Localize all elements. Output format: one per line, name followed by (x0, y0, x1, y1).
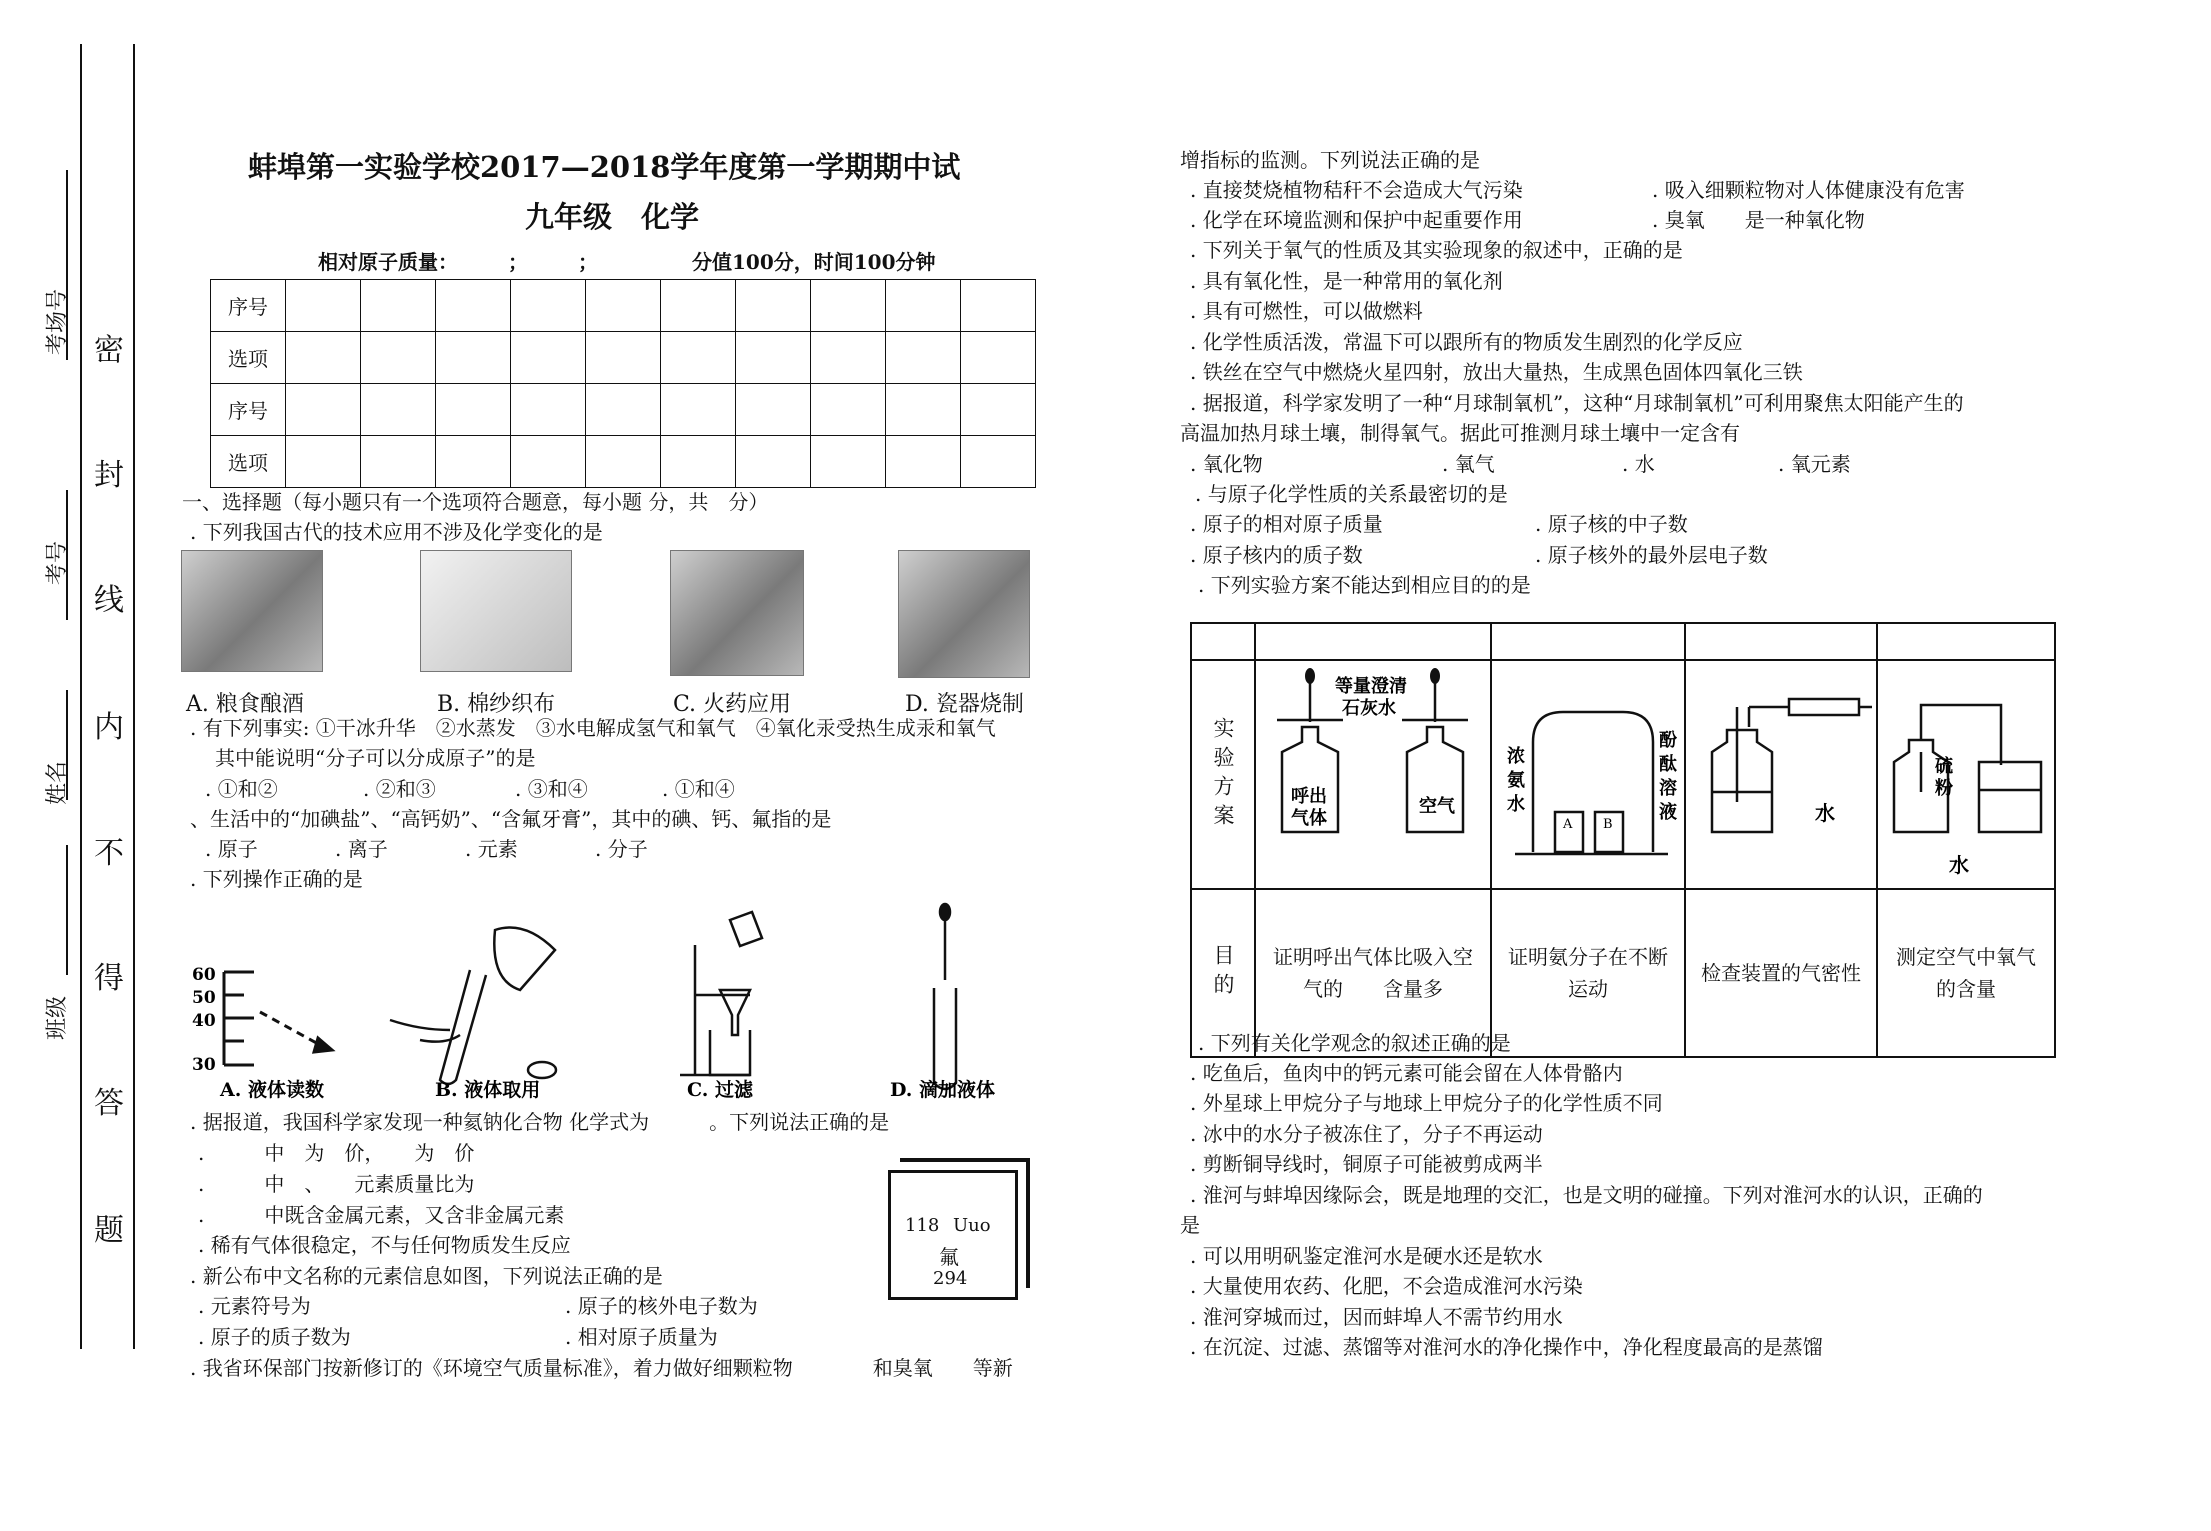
q2-option-a: . ①和② (205, 777, 278, 801)
exp-c-label: 水 (1815, 801, 1835, 825)
exp-a-label: 气体 (1291, 808, 1327, 829)
seal-char: 得 (94, 961, 124, 996)
exam-subtitle: 九年级 化学 (525, 200, 700, 234)
seal-char: 题 (94, 1213, 124, 1248)
brewing-image (181, 550, 323, 672)
exp-scheme-a (1255, 660, 1491, 889)
answer-table-label: 序号 (211, 384, 286, 436)
question-8: . 下列关于氧气的性质及其实验现象的叙述中，正确的是 (1190, 238, 1683, 262)
q5-option-d: . 稀有气体很稳定，不与任何物质发生反应 (198, 1233, 571, 1257)
exp-a-label: 石灰水 (1342, 698, 1396, 719)
airtightness-figure (1687, 662, 1875, 882)
q4-option-d: D. 滴加液体 (890, 1079, 996, 1100)
q12-option-d: . 剪断铜导线时，铜原子可能被剪成两半 (1190, 1152, 1543, 1176)
purpose-a: 证明呼出气体比吸入空气的 含量多 (1255, 889, 1491, 1057)
q7-option-b: . 吸入细颗粒物对人体健康没有危害 (1652, 178, 1965, 202)
q9-option-a: . 氧化物 (1190, 452, 1263, 476)
experiment-table (1190, 622, 2056, 1058)
weaving-image (420, 550, 572, 672)
exp-d-label: 硫 (1935, 756, 1953, 777)
q3-option-b: . 离子 (335, 837, 388, 861)
question-2-cont: 其中能说明“分子可以分成原子”的是 (215, 746, 536, 770)
q1-option-a: A. 粮食酿酒 (186, 692, 304, 717)
oxygen-content-figure (1879, 662, 2053, 882)
exp-d-label: 水 (1949, 853, 1969, 877)
class-label: 班级 (45, 995, 70, 1040)
q6-option-d: . 相对原子质量为 (565, 1325, 718, 1349)
q7-option-d: . 臭氧 是一种氧化物 (1652, 208, 1865, 232)
cylinder-tick: 50 (192, 988, 216, 1008)
purpose-row-label: 目的 (1191, 889, 1255, 1057)
q2-option-d: . ①和④ (662, 777, 735, 801)
exp-b-char: 浓 (1507, 746, 1525, 767)
q10-option-a: . 原子的相对原子质量 (1190, 512, 1383, 536)
exp-b-char: 酞 (1659, 754, 1677, 775)
q8-option-d: . 铁丝在空气中燃烧火星四射，放出大量热，生成黑色固体四氧化三铁 (1190, 360, 1803, 384)
breath-test-figure (1257, 662, 1489, 882)
q2-option-c: . ③和④ (515, 777, 588, 801)
q6-option-a: . 元素符号为 (198, 1294, 311, 1318)
exp-a-label: 空气 (1419, 796, 1455, 817)
margin-line-right (133, 44, 135, 1349)
question-6: . 新公布中文名称的元素信息如图，下列说法正确的是 (190, 1264, 663, 1288)
q13-option-b: . 大量使用农药、化肥，不会造成淮河水污染 (1190, 1274, 1583, 1298)
margin-line-left (80, 44, 82, 1349)
q8-option-a: . 具有氧化性，是一种常用的氧化剂 (1190, 269, 1503, 293)
q9-option-d: . 氧元素 (1778, 452, 1851, 476)
q10-option-d: . 原子核外的最外层电子数 (1535, 543, 1768, 567)
q1-option-c: C. 火药应用 (673, 692, 792, 717)
q5-option-b: . 中 、 元素质量比为 (198, 1172, 475, 1196)
q4-option-c: C. 过滤 (687, 1079, 754, 1100)
question-4: . 下列操作正确的是 (190, 867, 363, 891)
exp-b-char: 溶 (1659, 778, 1677, 799)
section-heading: 一、选择题（每小题只有一个选项符合题意，每小题 分，共 分） (182, 490, 769, 514)
seal-char: 密 (94, 333, 124, 368)
question-3: 、生活中的“加碘盐”、“高钙奶”、“含氟牙膏”，其中的碘、钙、氟指的是 (190, 807, 832, 831)
exp-b-char: 水 (1507, 794, 1525, 815)
score-time-info: 分值100分，时间100分钟 (692, 250, 936, 274)
q4-option-b: B. 液体取用 (435, 1079, 541, 1100)
q13-option-d: . 在沉淀、过滤、蒸馏等对淮河水的净化操作中，净化程度最高的是蒸馏 (1190, 1335, 1823, 1359)
q12-option-c: . 冰中的水分子被冻住了，分子不再运动 (1190, 1122, 1543, 1146)
seal-char: 不 (94, 836, 124, 871)
question-7-cont: 增指标的监测。下列说法正确的是 (1180, 148, 1480, 172)
atomic-mass-info: 相对原子质量： ； ； (318, 250, 598, 274)
cylinder-tick: 30 (192, 1055, 216, 1075)
exam-number-label: 考号 (45, 540, 70, 585)
q10-option-b: . 原子核的中子数 (1535, 512, 1688, 536)
porcelain-image (898, 550, 1030, 678)
ammonia-test-figure (1493, 662, 1683, 882)
question-12: . 下列有关化学观念的叙述正确的是 (1198, 1031, 1511, 1055)
purpose-c: 检查装置的气密性 (1685, 889, 1877, 1057)
exp-scheme-b (1491, 660, 1685, 889)
answer-table-label: 选项 (211, 436, 286, 488)
element-mass: 294 (933, 1268, 968, 1289)
exp-a-label: 等量澄清 (1335, 676, 1407, 697)
answer-table-label: 选项 (211, 332, 286, 384)
question-2: . 有下列事实: ①干冰升华 ②水蒸发 ③水电解成氢气和氧气 ④氧化汞受热生成汞和氧气 (190, 716, 996, 740)
question-10: . 与原子化学性质的关系最密切的是 (1195, 482, 1508, 506)
q4-option-a: A. 液体读数 (220, 1079, 324, 1100)
exp-row-label: 实验方案 (1191, 660, 1255, 889)
purpose-b: 证明氨分子在不断运动 (1491, 889, 1685, 1057)
element-name: 氟 (939, 1245, 959, 1269)
name-label: 姓名 (45, 760, 70, 805)
q6-option-b: . 原子的核外电子数为 (565, 1294, 758, 1318)
seal-char: 内 (94, 710, 124, 745)
question-7: . 我省环保部门按新修订的《环境空气质量标准》，着力做好细颗粒物 和臭氧 等新 (190, 1356, 1013, 1380)
element-atomic-number: 118 (905, 1215, 940, 1236)
q8-option-c: . 化学性质活泼，常温下可以跟所有的物质发生剧烈的化学反应 (1190, 330, 1743, 354)
question-9: . 据报道，科学家发明了一种“月球制氧机”，这种“月球制氧机”可利用聚焦太阳能产生的 (1190, 391, 1964, 415)
lab-operations-figure (190, 900, 1030, 1100)
answer-table (210, 279, 1036, 488)
q5-option-c: . 中既含金属元素，又含非金属元素 (198, 1203, 565, 1227)
q2-option-b: . ②和③ (363, 777, 436, 801)
exp-d-label: 粉 (1935, 778, 1953, 799)
q7-option-c: . 化学在环境监测和保护中起重要作用 (1190, 208, 1523, 232)
q3-option-a: . 原子 (205, 837, 258, 861)
exp-b-char: 液 (1659, 802, 1677, 823)
seal-char: 线 (94, 583, 124, 618)
question-11: . 下列实验方案不能达到相应目的的是 (1198, 573, 1531, 597)
beaker-a-label: A (1563, 817, 1573, 832)
gunpowder-image (670, 550, 804, 676)
q6-option-c: . 原子的质子数为 (198, 1325, 351, 1349)
seal-char: 封 (94, 458, 124, 493)
q5-option-a: . 中 为 价， 为 价 (198, 1141, 475, 1165)
purpose-d: 测定空气中氧气的含量 (1877, 889, 2055, 1057)
q12-option-b: . 外星球上甲烷分子与地球上甲烷分子的化学性质不同 (1190, 1091, 1663, 1115)
exam-room-label: 考场号 (45, 288, 70, 355)
answer-table-label: 序号 (211, 280, 286, 332)
element-symbol: Uuo (953, 1215, 991, 1236)
question-13-cont: 是 (1180, 1213, 1200, 1237)
q9-option-c: . 水 (1622, 452, 1655, 476)
question-5: . 据报道，我国科学家发现一种氦钠化合物 化学式为 。下列说法正确的是 (190, 1110, 890, 1134)
q3-option-c: . 元素 (465, 837, 518, 861)
exp-scheme-d (1877, 660, 2055, 889)
cylinder-tick: 40 (192, 1011, 216, 1031)
q3-option-d: . 分子 (595, 837, 648, 861)
question-9-cont: 高温加热月球土壤，制得氧气。据此可推测月球土壤中一定含有 (1180, 421, 1740, 445)
q8-option-b: . 具有可燃性，可以做燃料 (1190, 299, 1423, 323)
exp-b-char: 酚 (1659, 730, 1677, 751)
q9-option-b: . 氧气 (1442, 452, 1495, 476)
question-13: . 淮河与蚌埠因缘际会，既是地理的交汇，也是文明的碰撞。下列对淮河水的认识，正确的 (1190, 1183, 1983, 1207)
exp-a-label: 呼出 (1291, 786, 1327, 807)
cylinder-tick: 60 (192, 965, 216, 985)
seal-char: 答 (94, 1086, 124, 1121)
q13-option-a: . 可以用明矾鉴定淮河水是硬水还是软水 (1190, 1244, 1543, 1268)
beaker-b-label: B (1603, 817, 1613, 832)
question-1: . 下列我国古代的技术应用不涉及化学变化的是 (190, 520, 603, 544)
q10-option-c: . 原子核内的质子数 (1190, 543, 1363, 567)
q7-option-a: . 直接焚烧植物秸秆不会造成大气污染 (1190, 178, 1523, 202)
q1-option-b: B. 棉纱织布 (437, 692, 556, 717)
q1-option-d: D. 瓷器烧制 (905, 692, 1024, 717)
q13-option-c: . 淮河穿城而过，因而蚌埠人不需节约用水 (1190, 1305, 1563, 1329)
q12-option-a: . 吃鱼后，鱼肉中的钙元素可能会留在人体骨骼内 (1190, 1061, 1623, 1085)
exp-b-char: 氨 (1507, 770, 1525, 791)
element-card (888, 1170, 1018, 1300)
class-blank (66, 845, 68, 975)
exp-scheme-c (1685, 660, 1877, 889)
exam-title: 蚌埠第一实验学校2017—2018学年度第一学期期中试 (248, 150, 961, 184)
